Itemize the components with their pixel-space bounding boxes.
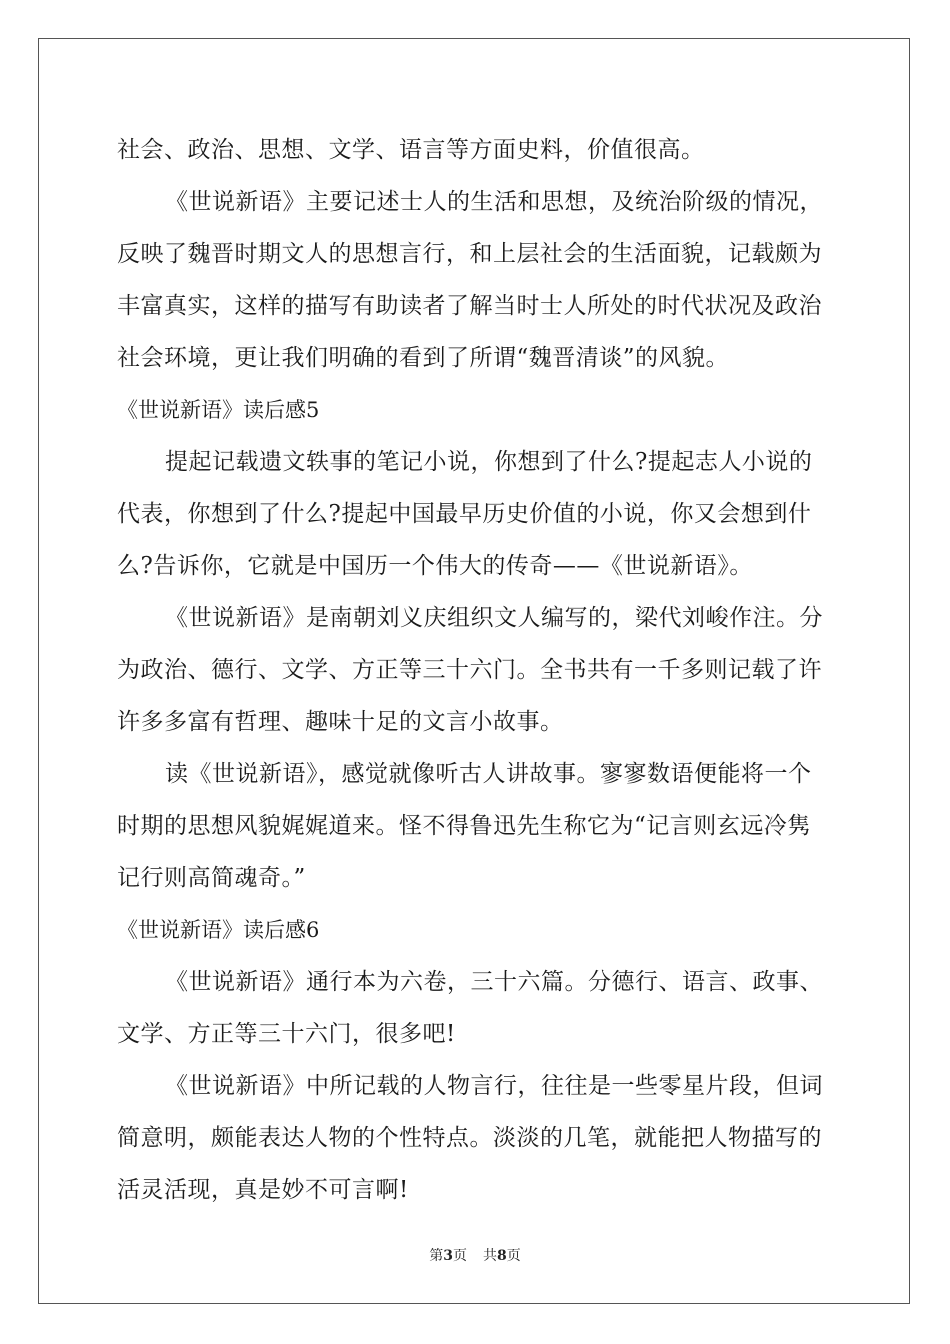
- text-line: 记行则高简魂奇。”: [117, 865, 306, 891]
- text-line: 提起记载遗文轶事的笔记小说，你想到了什么?提起志人小说的: [165, 449, 813, 475]
- text-line: 读《世说新语》，感觉就像听古人讲故事。寥寥数语便能将一个: [165, 761, 812, 787]
- text-line: 《世说新语》通行本为六卷，三十六篇。分德行、语言、政事、: [165, 969, 823, 995]
- text-line: 《世说新语》中所记载的人物言行，往往是一些零星片段，但词: [165, 1073, 823, 1099]
- text-line: 简意明，颇能表达人物的个性特点。淡淡的几笔，就能把人物描写的: [117, 1125, 822, 1151]
- section-heading: 《世说新语》读后感6: [117, 918, 320, 942]
- text-line: 时期的思想风貌娓娓道来。怪不得鲁迅先生称它为“记言则玄远冷隽: [117, 813, 811, 839]
- text-line: 么?告诉你，它就是中国历一个伟大的传奇——《世说新语》。: [117, 553, 753, 579]
- total-prefix: 共: [483, 1248, 497, 1264]
- page-total: 8: [497, 1248, 507, 1264]
- text-line: 许多多富有哲理、趣味十足的文言小故事。: [117, 709, 564, 735]
- text-line: 反映了魏晋时期文人的思想言行，和上层社会的生活面貌，记载颇为: [117, 241, 822, 267]
- section-heading: 《世说新语》读后感5: [117, 398, 320, 422]
- total-suffix: 页: [506, 1248, 521, 1264]
- page-prefix: 第: [429, 1248, 444, 1264]
- page-footer: [0, 1245, 950, 1265]
- text-line: 文学、方正等三十六门，很多吧!: [117, 1021, 456, 1047]
- text-line: 丰富真实，这样的描写有助读者了解当时士人所处的时代状况及政治: [117, 293, 822, 319]
- text-line: 社会、政治、思想、文学、语言等方面史料，价值很高。: [117, 137, 705, 163]
- text-line: 活灵活现，真是妙不可言啊!: [117, 1177, 409, 1203]
- text-line: 社会环境，更让我们明确的看到了所谓“魏晋清谈”的风貌。: [117, 345, 730, 371]
- text-line: 为政治、德行、文学、方正等三十六门。全书共有一千多则记载了许: [117, 657, 822, 683]
- page-suffix: 页: [453, 1248, 467, 1264]
- text-line: 代表，你想到了什么?提起中国最早历史价值的小说，你又会想到什: [117, 501, 812, 527]
- text-line: 《世说新语》主要记述士人的生活和思想，及统治阶级的情况，: [165, 189, 823, 215]
- document-body: [117, 124, 833, 1216]
- text-line: 《世说新语》是南朝刘义庆组织文人编写的，梁代刘峻作注。分: [165, 605, 823, 631]
- page-current: 3: [443, 1248, 453, 1264]
